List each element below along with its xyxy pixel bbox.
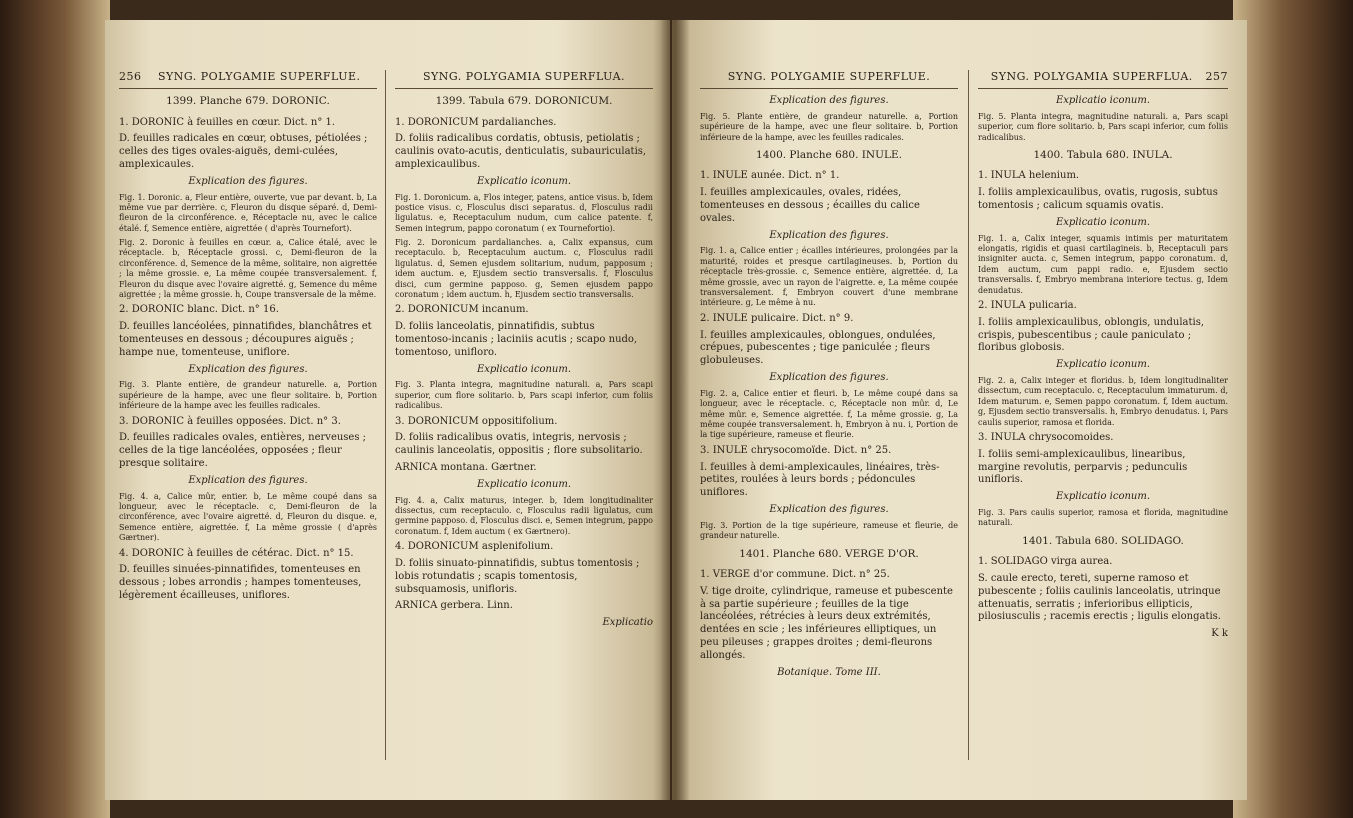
header-title: SYNG. POLYGAMIA SUPERFLUA. [422,70,626,83]
entry-head: 1. DORONICUM pardalianches. [395,116,557,128]
figure-caption: Fig. 3. Portion de la tige supérieure, rameuse et fleurie, de grandeur naturelle. [700,520,958,541]
page-footer: Botanique. Tome III. [777,666,881,678]
book-left-edge [0,0,110,818]
figure-caption: Fig. 2. Doronicum pardalianches. a, Calix expansus, cum receptaculo. b, Receptaculum auctum. c, Flosculus radii ligulatus. d, Semen ejusdem solitarium, nudum, papposum ; idem auctum. e, Ejusdem sectio transversalis. f, Flosculus disci, cum germine papposo. g, Semen ejusdem pappo coronatum ; idem auctum. h, Ejusdem sectio transversalis. [395,238,653,300]
figure-caption: Fig. 3. Plante entière, de grandeur naturelle. a, Portion supérieure de la hampe, avec une fleur solitaire. b, Portion inférieure de la hampe avec les feuilles radicales. [119,380,377,411]
figure-caption: Fig. 2. Doronic à feuilles en cœur. a, Calice étalé, avec le réceptacle. b, Réceptacle grossi. c, Demi-fleuron de la circonférence. d, Semence de la même, solitaire, non aigrettée ; la même grossie. e, La même coupée transversalement. f, Fleuron du disque avec l'ovaire aigretté. g, Semence du même aigrettée ; la même grossie. h, Coupe transversale de la même. [119,238,377,300]
explication-heading: Explicatio iconum. [476,478,572,490]
section-title: 1400. Tabula 680. INULA. [1033,149,1173,162]
entry-head: 3. DORONICUM oppositifolium. [395,415,558,427]
entry-head: 2. DORONIC blanc. Dict. n° 16. [119,304,279,316]
entry-body: D. foliis lanceolatis, pinnatifidis, subtus tomentoso-incanis ; laciniis acutis ; scapo nudo, tomentoso, unifloro. [395,321,638,358]
explication-heading: Explicatio iconum. [1055,95,1151,107]
synonym: ARNICA montana. Gærtner. [395,461,537,473]
explication-heading: Explication des figures. [769,95,889,107]
entry-head: 2. INULE pulicaire. Dict. n° 9. [700,312,854,324]
explication-heading: Explicatio iconum. [476,175,572,187]
entry-body: I. feuilles à demi-amplexicaules, linéaires, très-petites, roulées à leurs bords ; pédoncules uniflores. [700,461,940,499]
entry-head: 1. INULA helenium. [978,170,1080,182]
figure-caption: Fig. 2. a, Calix integer et floridus. b, Idem longitudinaliter dissectum, cum receptaculo. c, Receptaculum immaturum. d, Idem maturum. e, Semen pappo coronatum. f, Idem auctum. g, Ejusdem sectio transversalis. h, Embryo denudatus. i, Pars caulis superior, ramosa et florida. [978,376,1228,427]
entry-head: 4. DORONICUM asplenifolium. [395,541,554,553]
explication-heading: Explication des figures. [188,363,308,375]
explication-heading: Explicatio iconum. [1055,359,1151,371]
figure-caption: Fig. 5. Plante entière, de grandeur naturelle. a, Portion supérieure de la hampe, avec une fleur solitaire. b, Portion inférieure de la hampe, avec les feuilles radicales. [700,111,958,142]
figure-caption: Fig. 1. Doronic. a, Fleur entière, ouverte, vue par devant. b, La même vue par derrière. c, Fleuron du disque séparé. d, Demi-fleuron de la circonférence. e, Réceptacle nu, avec le calice étalé. f, Semence entière, aigrettée ( d'après Tournefort). [119,192,377,233]
left-col-french [119,70,377,607]
running-header [119,70,377,89]
entry-head: 2. DORONICUM incanum. [395,304,529,316]
left-page [105,20,670,800]
explication-heading: Explicatio iconum. [1055,491,1151,503]
entry-body: D. feuilles sinuées-pinnatifides, tomenteuses en dessous ; lobes arrondis ; hampes tomenteuses, légèrement écailleuses, uniflores. [119,564,362,601]
figure-caption: Fig. 3. Pars caulis superior, ramosa et florida, magnitudine naturali. [978,507,1228,528]
right-col-french [700,70,958,683]
figure-caption: Fig. 4. a, Calix maturus, integer. b, Idem longitudinaliter dissectus, cum receptaculo. c, Flosculus radii ligulatus, cum germine papposo. d, Flosculus disci. e, Semen integrum, pappo coronatum. f, Idem auctum ( ex Gærtnero). [395,495,653,536]
catchword: Explicatio [602,617,653,629]
entry-head: 3. DORONIC à feuilles opposées. Dict. n° 3. [119,415,341,427]
entry-body: I. foliis amplexicaulibus, ovatis, rugosis, subtus tomentosis ; calicum squamis ovatis. [978,187,1218,212]
column-divider [385,70,386,760]
entry-body: I. feuilles amplexicaules, ovales, ridées, tomenteuses en dessous ; écailles du calice ovales. [700,187,920,224]
explication-heading: Explication des figures. [769,503,889,515]
left-col-latin [395,70,653,634]
page-number: 257 [1205,70,1228,83]
section-title: 1399. Tabula 679. DORONICUM. [435,95,613,108]
section-title: 1399. Planche 679. DORONIC. [166,95,330,108]
entry-head: 1. DORONIC à feuilles en cœur. Dict. n° 1. [119,116,336,128]
entry-head: 1. INULE aunée. Dict. n° 1. [700,170,840,182]
entry-body: S. caule erecto, tereti, superne ramoso et pubescente ; foliis caulinis lanceolatis, utrinque attenuatis, serratis ; inferioribus ellipticis, pilosiusculis ; racemis erectis ; ligulis elongatis. [978,572,1221,623]
synonym: ARNICA gerbera. Linn. [395,600,513,612]
figure-caption: Fig. 5. Planta integra, magnitudine naturali. a, Pars scapi superior, cum flore solitario. b, Pars scapi inferior, cum foliis radicalibus. [978,111,1228,142]
header-title: SYNG. POLYGAMIE SUPERFLUE. [727,70,931,83]
entry-body: D. feuilles radicales en cœur, obtuses, pétiolées ; celles des tiges ovales-aiguës, demi-culées, amplexicaules. [119,133,368,170]
entry-body: D. feuilles radicales ovales, entières, nerveuses ; celles de la tige lancéolées, opposées ; fleur presque solitaire. [119,432,367,469]
entry-head: 3. INULE chrysocomoïde. Dict. n° 25. [700,444,892,456]
section-title: 1400. Planche 680. INULE. [756,149,902,162]
figure-caption: Fig. 3. Planta integra, magnitudine naturali. a, Pars scapi superior, cum flore solitario. b, Pars scapi inferior, cum foliis radicalibus. [395,380,653,411]
right-col-latin [978,70,1228,645]
entry-body: I. foliis semi-amplexicaulibus, linearibus, margine revolutis, perparvis ; pedunculis unifloris. [978,448,1188,486]
explication-heading: Explication des figures. [188,175,308,187]
entry-body: D. feuilles lancéolées, pinnatifides, blanchâtres et tomenteuses en dessous ; découpures aiguës ; hampe nue, tomenteuse, uniflore. [119,321,372,358]
explication-heading: Explicatio iconum. [1055,216,1151,228]
explication-heading: Explication des figures. [769,372,889,383]
running-header [700,70,958,89]
running-header [978,70,1228,89]
explication-heading: Explication des figures. [769,229,889,241]
explication-heading: Explication des figures. [188,474,308,486]
right-page [672,20,1247,800]
explication-heading: Explicatio iconum. [476,363,572,375]
entry-body: I. foliis amplexicaulibus, oblongis, undulatis, crispis, pubescentibus ; caule paniculato ; floribus globosis. [978,316,1205,354]
column-divider [968,70,969,760]
entry-head: 1. SOLIDAGO virga aurea. [978,556,1113,568]
entry-body: I. feuilles amplexicaules, oblongues, ondulées, crépues, pubescentes ; tige paniculée ; fleurs globuleuses. [700,329,936,367]
book-right-edge [1233,0,1353,818]
signature-mark: K k [1211,628,1228,640]
book-gutter [660,20,690,800]
entry-body: V. tige droite, cylindrique, rameuse et pubescente à sa partie supérieure ; feuilles de la tige lancéolées, rétrécies à leurs deux extrémités, dentées en scie ; les inférieures elliptiques, un peu pileuses ; grappes droites ; demi-fleurons allongés. [700,585,953,661]
header-title: SYNG. POLYGAMIA SUPERFLUA. [990,70,1193,83]
entry-head: 1. VERGE d'or commune. Dict. n° 25. [700,568,890,580]
figure-caption: Fig. 2. a, Calice entier et fleuri. b, Le même coupé dans sa longueur, avec le réceptacle. c, Réceptacle non mûr. d, Le même mûr. e, Semence aigrettée. f, La même grossie. g, La même coupée transversalement. h, Embryon à nu. i, Portion de la tige supérieure, rameuse et fleurie. [700,388,958,440]
section-title: 1401. Planche 680. VERGE D'OR. [739,547,919,560]
entry-body: D. foliis sinuato-pinnatifidis, subtus tomentosis ; lobis rotundatis ; scapis tomentosis, subsquamosis, unifloris. [395,557,640,595]
entry-head: 2. INULA pulicaria. [978,300,1077,312]
entry-body: D. foliis radicalibus cordatis, obtusis, petiolatis ; caulinis ovato-acutis, denticulatis, subauriculatis, amplexicaulibus. [395,133,647,170]
entry-head: 4. DORONIC à feuilles de cétérac. Dict. n° 15. [119,547,354,559]
figure-caption: Fig. 1. Doronicum. a, Flos integer, patens, antice visus. b, Idem postice visus. c, Flosculus disci separatus. d, Flosculus radii ligulatus. e, Receptaculum nudum, cum calice patente. f, Semen integrum, pappo coronatum ( ex Tournefortio). [395,192,653,233]
figure-caption: Fig. 4. a, Calice mûr, entier. b, Le même coupé dans sa longueur, avec le réceptacle. c, Demi-fleuron de la circonférence, avec l'ovaire aigretté. d, Fleuron du disque. e, Semence entière, aigrettée. f, La même grossie ( d'après Gærtner). [119,491,377,543]
entry-body: D. foliis radicalibus ovatis, integris, nervosis ; caulinis lanceolatis, oppositis ; flore subsolitario. [395,432,643,457]
entry-head: 3. INULA chrysocomoides. [978,431,1114,443]
page-number: 256 [119,70,142,83]
section-title: 1401. Tabula 680. SOLIDAGO. [1022,534,1184,547]
figure-caption: Fig. 1. a, Calix integer, squamis intimis per maturitatem elongatis, rigidis et quasi cartilagineis. b, Receptaculi pars insigniter aucta. c, Semen integrum, pappo coronatum. d, Idem auctum, cum pappi radio. e, Ejusdem sectio transversalis. f, Embryo membrana interiore tectus. g, Idem denudatus. [978,233,1228,295]
header-title: SYNG. POLYGAMIE SUPERFLUE. [157,70,361,83]
figure-caption: Fig. 1. a, Calice entier ; écailles intérieures, prolongées par la maturité, roides et presque cartilagineuses. b, Portion du réceptacle très-grossie. c, Semence entière, aigrettée. d, La même grossie, avec un rayon de l'aigrette. e, La même coupée transversalement. f, Embryon couvert d'une membrane intérieure. g, Le même à nu. [700,246,958,308]
running-header [395,70,653,89]
